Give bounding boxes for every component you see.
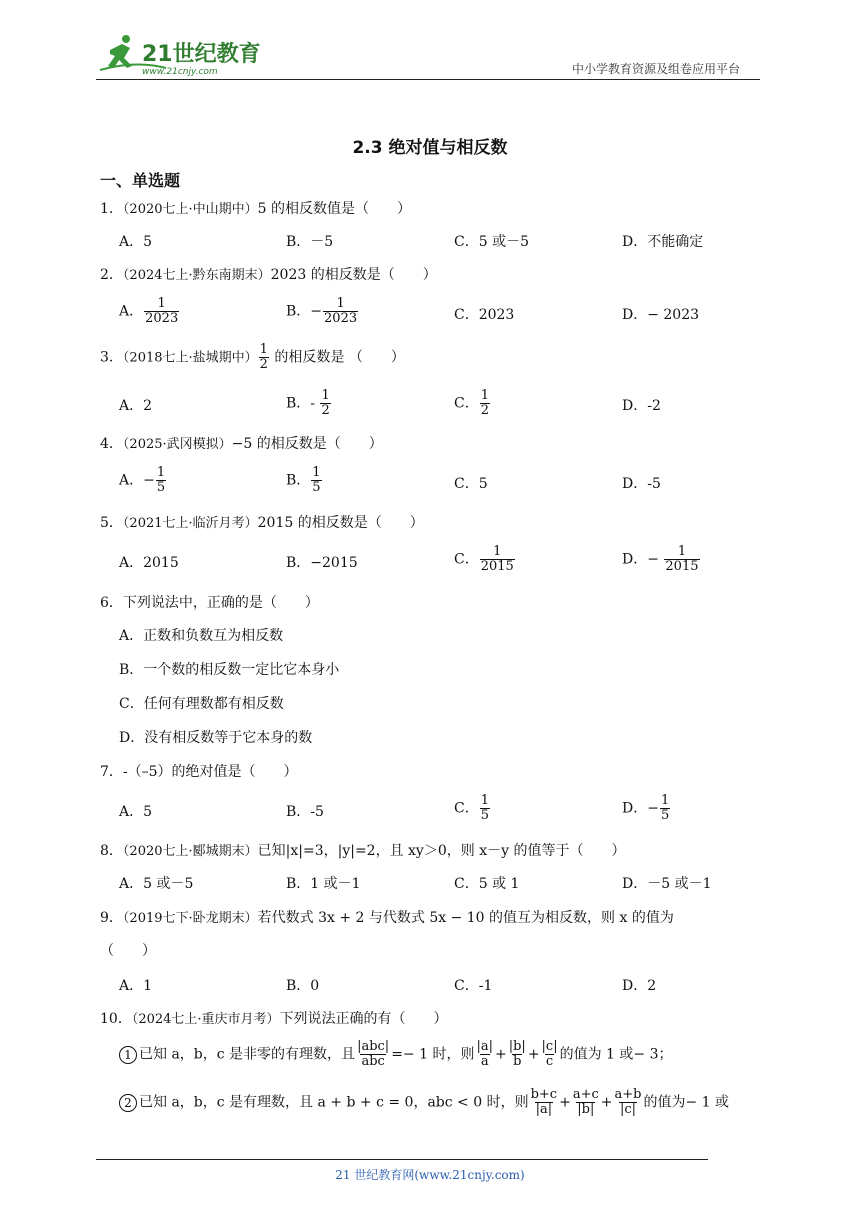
denominator: |a| bbox=[535, 1102, 553, 1117]
option-a bbox=[119, 466, 167, 495]
numerator: 1 bbox=[660, 793, 670, 808]
denominator: abc bbox=[361, 1054, 385, 1069]
fraction bbox=[356, 1040, 390, 1069]
question-text: 下列说法中，正确的是（ ） bbox=[122, 595, 319, 611]
option-c: C．2023 bbox=[454, 307, 515, 323]
option-label: B．− bbox=[286, 303, 323, 320]
question-text: 若代数式 3x + 2 与代数式 5x − 10 的值互为相反数，则 x 的值为 bbox=[257, 910, 674, 926]
option-b: B．1 或－1 bbox=[286, 876, 361, 892]
option-label: D．− bbox=[622, 551, 664, 568]
question-number: 6． bbox=[100, 595, 123, 611]
question-number: 9． bbox=[100, 910, 123, 926]
option-label: C． bbox=[454, 800, 479, 817]
denominator: 5 bbox=[156, 480, 166, 495]
option-a: A．5 bbox=[119, 804, 153, 820]
denominator: b bbox=[513, 1054, 522, 1069]
question-6 bbox=[100, 592, 319, 612]
numerator: 1 bbox=[493, 544, 502, 559]
question-source: （2020七上·郾城期末） bbox=[122, 844, 258, 859]
numerator: a+b bbox=[614, 1087, 642, 1102]
numerator: |a| bbox=[476, 1039, 493, 1054]
option-a: A．5 bbox=[119, 234, 153, 250]
plus-sign: + bbox=[600, 1094, 613, 1111]
section-heading: 一、单选题 bbox=[100, 171, 181, 190]
option-c: C．5 bbox=[454, 476, 488, 492]
circled-number: 1 bbox=[119, 1046, 137, 1064]
question-text: 的相反数是 （ ） bbox=[269, 349, 405, 366]
numerator: |b| bbox=[508, 1039, 526, 1054]
question-2 bbox=[100, 264, 437, 284]
option-b: B．0 bbox=[286, 978, 320, 994]
page-title: 2.3 绝对值与相反数 bbox=[352, 138, 508, 158]
fraction bbox=[660, 794, 670, 823]
option-label: D．− bbox=[622, 800, 659, 817]
option-label: B． bbox=[286, 472, 311, 489]
question-1 bbox=[100, 198, 411, 218]
question-5 bbox=[100, 512, 424, 532]
numerator: |c| bbox=[541, 1039, 558, 1054]
question-source: （2020七上·中山期中） bbox=[122, 202, 258, 217]
option-c: C．5 或 1 bbox=[454, 876, 520, 892]
statement-text: 的值为 1 或− 3； bbox=[559, 1046, 673, 1063]
option-d bbox=[622, 545, 701, 574]
plus-sign: + bbox=[559, 1094, 571, 1111]
denominator: 2015 bbox=[665, 559, 699, 574]
option-b: B．−2015 bbox=[286, 555, 358, 571]
statement-text: 已知 a，b，c 是有理数，且 a + b + c = 0，abc < 0 时，则 bbox=[139, 1094, 529, 1111]
fraction bbox=[664, 545, 699, 574]
numerator: 1 bbox=[336, 296, 345, 311]
numerator: 1 bbox=[157, 296, 166, 311]
denominator: 2015 bbox=[480, 559, 514, 574]
denominator: 2 bbox=[259, 357, 268, 372]
question-text: 2023 的相反数是（ ） bbox=[270, 267, 437, 283]
numerator: 1 bbox=[480, 793, 489, 808]
question-number: 4． bbox=[100, 436, 123, 452]
option-d: D．-2 bbox=[622, 398, 661, 414]
option-a bbox=[119, 297, 180, 326]
logo-url: www.21cnjy.com bbox=[142, 67, 218, 77]
option-d: D．－5 或－1 bbox=[622, 876, 712, 892]
question-number: 1． bbox=[100, 201, 123, 217]
question-number: 10． bbox=[100, 1011, 132, 1027]
site-logo bbox=[96, 30, 266, 78]
option-d: D．− 2023 bbox=[622, 307, 700, 323]
fraction bbox=[480, 794, 490, 823]
option-b bbox=[286, 466, 323, 495]
fraction bbox=[144, 297, 179, 326]
circled-number: 2 bbox=[119, 1094, 137, 1112]
question-text: 2015 的相反数是（ ） bbox=[257, 515, 424, 531]
question-number: 2． bbox=[100, 267, 123, 283]
option-d: D．2 bbox=[622, 978, 657, 994]
option-d: D．-5 bbox=[622, 476, 661, 492]
question-number: 3． bbox=[100, 349, 123, 366]
denominator: 5 bbox=[312, 480, 321, 495]
question-text: 5 的相反数值是（ ） bbox=[257, 201, 411, 217]
question-number: 8． bbox=[100, 843, 123, 859]
option-c: C．-1 bbox=[454, 978, 493, 994]
option-b: B．-5 bbox=[286, 804, 324, 820]
fraction bbox=[259, 343, 269, 372]
option-label: B．- bbox=[286, 395, 320, 412]
fraction bbox=[480, 389, 490, 418]
question-10 bbox=[100, 1008, 448, 1028]
denominator: a bbox=[480, 1054, 489, 1069]
fraction bbox=[530, 1088, 559, 1117]
statement-1 bbox=[119, 1040, 673, 1069]
denominator: 2023 bbox=[324, 311, 358, 326]
numerator: b+c bbox=[530, 1087, 558, 1102]
denominator: 2 bbox=[480, 403, 489, 418]
denominator: c bbox=[545, 1054, 554, 1069]
statement-text: 已知 a，b，c 是非零的有理数，且 bbox=[139, 1046, 356, 1063]
question-text: 下列说法正确的有（ ） bbox=[279, 1011, 448, 1027]
fraction bbox=[475, 1040, 494, 1069]
option-c bbox=[454, 545, 516, 574]
option-label: A． bbox=[119, 303, 144, 320]
option-label: C． bbox=[454, 395, 479, 412]
option-b bbox=[286, 297, 359, 326]
option-label: C． bbox=[454, 551, 479, 568]
question-8 bbox=[100, 840, 625, 860]
question-9 bbox=[100, 907, 674, 927]
denominator: |c| bbox=[619, 1102, 636, 1117]
footer-divider bbox=[96, 1159, 708, 1160]
fraction bbox=[323, 297, 358, 326]
question-7 bbox=[100, 761, 298, 781]
fraction bbox=[480, 545, 515, 574]
fraction bbox=[508, 1040, 527, 1069]
question-9-continued: （ ） bbox=[100, 943, 156, 959]
option-c: C．任何有理数都有相反数 bbox=[119, 696, 284, 712]
header-divider bbox=[96, 79, 760, 80]
question-source: （2019七下·卧龙期末） bbox=[122, 911, 258, 926]
option-c bbox=[454, 794, 491, 823]
question-text: 已知|x|=3，|y|=2，且 xy＞0，则 x－y 的值等于（ ） bbox=[257, 843, 626, 859]
option-c bbox=[454, 389, 491, 418]
question-number: 7． bbox=[100, 764, 123, 780]
question-source: （2025·武冈模拟） bbox=[122, 437, 232, 452]
question-text: -（–5）的绝对值是（ ） bbox=[122, 764, 298, 780]
option-d: D．不能确定 bbox=[622, 234, 704, 250]
numerator: 1 bbox=[321, 388, 330, 403]
fraction bbox=[541, 1040, 559, 1069]
question-source: （2024七上·黔东南期末） bbox=[122, 268, 271, 283]
logo-text: 21世纪教育 bbox=[142, 42, 261, 67]
denominator: 2023 bbox=[145, 311, 179, 326]
option-a: A．2 bbox=[119, 398, 153, 414]
option-b bbox=[286, 389, 332, 418]
option-c: C．5 或－5 bbox=[454, 234, 529, 250]
question-3 bbox=[100, 343, 405, 372]
question-source: （2018七上·盐城期中） bbox=[122, 350, 258, 366]
denominator: 5 bbox=[660, 808, 670, 823]
fraction bbox=[572, 1088, 600, 1117]
denominator: |b| bbox=[577, 1102, 595, 1117]
question-source: （2021七上·临沂月考） bbox=[122, 516, 258, 531]
option-a: A．2015 bbox=[119, 555, 179, 571]
fraction bbox=[311, 466, 321, 495]
numerator: 1 bbox=[480, 388, 489, 403]
header-platform-text: 中小学教育资源及组卷应用平台 bbox=[572, 62, 741, 76]
fraction bbox=[156, 466, 166, 495]
plus-sign: + bbox=[527, 1046, 540, 1063]
denominator: 5 bbox=[480, 808, 489, 823]
option-b: B．一个数的相反数一定比它本身小 bbox=[119, 662, 340, 678]
plus-sign: + bbox=[494, 1046, 507, 1063]
statement-text: 的值为− 1 或 bbox=[643, 1094, 730, 1111]
denominator: 2 bbox=[321, 403, 330, 418]
question-number: 5． bbox=[100, 515, 123, 531]
question-source: （2024七上·重庆市月考） bbox=[131, 1012, 280, 1027]
numerator: 1 bbox=[259, 342, 268, 357]
option-d: D．没有相反数等于它本身的数 bbox=[119, 730, 313, 746]
numerator: 1 bbox=[677, 544, 687, 559]
numerator: |abc| bbox=[357, 1039, 390, 1054]
numerator: 1 bbox=[156, 465, 166, 480]
option-b: B．－5 bbox=[286, 234, 334, 250]
question-text: −5 的相反数是（ ） bbox=[231, 436, 383, 452]
option-a: A．正数和负数互为相反数 bbox=[119, 628, 284, 644]
numerator: a+c bbox=[572, 1087, 599, 1102]
fraction bbox=[614, 1088, 643, 1117]
numerator: 1 bbox=[312, 465, 321, 480]
statement-2 bbox=[119, 1088, 729, 1117]
option-a: A．5 或－5 bbox=[119, 876, 194, 892]
footer-link[interactable]: 21 世纪教育网(www.21cnjy.com) bbox=[335, 1168, 525, 1182]
statement-text: =− 1 时，则 bbox=[391, 1046, 475, 1063]
option-d bbox=[622, 794, 671, 823]
fraction bbox=[320, 389, 330, 418]
question-4 bbox=[100, 433, 383, 453]
option-a: A．1 bbox=[119, 978, 153, 994]
option-label: A．− bbox=[119, 472, 155, 489]
